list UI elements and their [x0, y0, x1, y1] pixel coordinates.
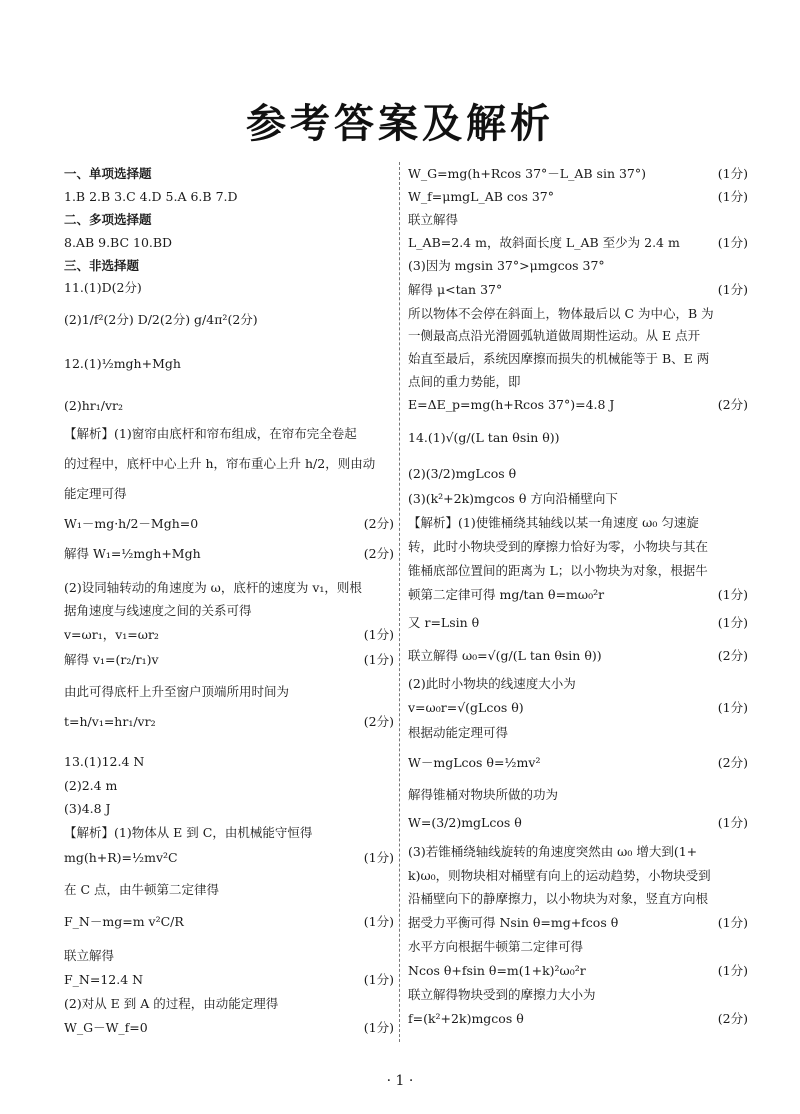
answer-line — [408, 987, 748, 1003]
answer-text: 解得锥桶对物块所做的功为 — [408, 787, 559, 802]
answer-line — [64, 280, 394, 296]
answer-line — [64, 714, 394, 730]
page-number: · 1 · — [386, 1073, 414, 1089]
answer-text: 联立解得 — [64, 948, 115, 963]
answer-line — [408, 615, 748, 631]
answer-text: 根据动能定理可得 — [408, 725, 509, 740]
answer-line — [408, 915, 748, 931]
answer-line — [408, 563, 748, 579]
answer-line — [64, 948, 394, 964]
answer-text: 14.(1)√(g/(L tan θsin θ)) — [408, 430, 560, 445]
score-points: (1分) — [363, 850, 394, 865]
score-points: (1分) — [717, 587, 748, 602]
answer-text: W₁－mg·h/2－Mgh=0 — [64, 516, 199, 531]
answer-text: mg(h+R)=½mv²C — [64, 850, 178, 865]
answer-text: 解得 W₁=½mgh+Mgh — [64, 546, 201, 561]
answer-line — [64, 312, 394, 328]
answer-line — [408, 282, 748, 298]
answer-text: 联立解得 ω₀=√(g/(L tan θsin θ)) — [408, 648, 602, 663]
answer-text: 能定理可得 — [64, 486, 127, 501]
answer-line — [408, 351, 748, 367]
score-points: (2分) — [363, 714, 394, 729]
answer-text: 一侧最高点沿光滑圆弧轨道做周期性运动。从 E 点开 — [408, 328, 701, 343]
answer-line — [408, 963, 748, 979]
answer-line — [64, 486, 394, 502]
answer-line — [64, 258, 394, 274]
answer-line — [408, 587, 748, 603]
answer-text: 联立解得 — [408, 212, 459, 227]
answer-text: 水平方向根据牛顿第二定律可得 — [408, 939, 584, 954]
answer-line — [64, 603, 394, 619]
score-points: (2分) — [717, 755, 748, 770]
answer-text: W－mgLcos θ=½mv² — [408, 755, 541, 770]
score-points: (1分) — [717, 166, 748, 181]
answer-line — [64, 1020, 394, 1036]
answer-text: (2)对从 E 到 A 的过程，由动能定理得 — [64, 996, 279, 1011]
answer-line — [64, 212, 394, 228]
answer-line — [64, 166, 394, 182]
section-heading: 二、多项选择题 — [64, 212, 152, 227]
answer-text: F_N=12.4 N — [64, 972, 144, 987]
answer-text: 据受力平衡可得 Nsin θ=mg+fcos θ — [408, 915, 619, 930]
answer-line — [408, 430, 748, 446]
answer-line — [408, 374, 748, 390]
score-points: (2分) — [363, 516, 394, 531]
answer-line — [64, 972, 394, 988]
answer-text: 【解析】(1)使锥桶绕其轴线以某一角速度 ω₀ 匀速旋 — [408, 515, 699, 530]
answer-line — [64, 996, 394, 1012]
answer-text: W_G=mg(h+Rcos 37°－L_AB sin 37°) — [408, 166, 647, 181]
section-heading: 一、单项选择题 — [64, 166, 152, 181]
answer-line — [64, 580, 394, 596]
answer-text: W_f=μmgL_AB cos 37° — [408, 189, 554, 204]
answer-line — [408, 166, 748, 182]
answer-text: (3)因为 mgsin 37°>μmgcos 37° — [408, 258, 605, 273]
answer-text: (2)2.4 m — [64, 778, 118, 793]
answer-line — [408, 491, 748, 507]
answer-text: 锥桶底部位置间的距离为 L；以小物块为对象，根据牛 — [408, 563, 708, 578]
answer-line — [64, 825, 394, 841]
answer-text: (2)1/f²(2分) D/2(2分) g/4π²(2分) — [64, 312, 258, 327]
answer-line — [408, 725, 748, 741]
answer-text: k)ω₀，则物块相对桶壁有向上的运动趋势，小物块受到 — [408, 868, 711, 883]
score-points: (1分) — [717, 815, 748, 830]
answer-line — [408, 787, 748, 803]
score-points: (1分) — [363, 627, 394, 642]
answer-text: E=ΔE_p=mg(h+Rcos 37°)=4.8 J — [408, 397, 615, 412]
answer-line — [408, 700, 748, 716]
answer-line — [64, 882, 394, 898]
score-points: (1分) — [717, 615, 748, 630]
answer-line — [64, 801, 394, 817]
answer-line — [408, 868, 748, 884]
answer-text: (2)(3/2)mgLcos θ — [408, 466, 517, 481]
answer-line — [408, 397, 748, 413]
score-points: (1分) — [363, 972, 394, 987]
answer-line — [408, 515, 748, 531]
answer-text: 顿第二定律可得 mg/tan θ=mω₀²r — [408, 587, 605, 602]
answer-text: 12.(1)½mgh+Mgh — [64, 356, 181, 371]
answer-line — [64, 684, 394, 700]
answer-text: 联立解得物块受到的摩擦力大小为 — [408, 987, 596, 1002]
score-points: (1分) — [717, 282, 748, 297]
answer-text: (2)hr₁/vr₂ — [64, 398, 124, 413]
answer-line — [408, 306, 748, 322]
answer-line — [408, 328, 748, 344]
answer-line — [408, 235, 748, 251]
answer-text: 据角速度与线速度之间的关系可得 — [64, 603, 252, 618]
answer-line — [64, 235, 394, 251]
page-title: 参考答案及解析 — [246, 101, 554, 147]
answer-text: t=h/v₁=hr₁/vr₂ — [64, 714, 156, 729]
column-divider — [399, 162, 401, 1042]
answer-line — [64, 914, 394, 930]
score-points: (1分) — [363, 914, 394, 929]
answer-text: F_N－mg=m v²C/R — [64, 914, 184, 929]
answer-line — [64, 850, 394, 866]
score-points: (1分) — [717, 915, 748, 930]
answer-text: L_AB=2.4 m，故斜面长度 L_AB 至少为 2.4 m — [408, 235, 680, 250]
answer-line — [64, 456, 394, 472]
answer-text: 点间的重力势能，即 — [408, 374, 521, 389]
answer-line — [408, 648, 748, 664]
answer-line — [408, 676, 748, 692]
answer-text: v=ωr₁，v₁=ωr₂ — [64, 627, 159, 642]
answer-line — [64, 398, 394, 414]
answer-text: 13.(1)12.4 N — [64, 754, 145, 769]
answer-text: (2)设同轴转动的角速度为 ω，底杆的速度为 v₁，则根 — [64, 580, 362, 595]
answer-text: 在 C 点，由牛顿第二定律得 — [64, 882, 220, 897]
answer-line — [408, 258, 748, 274]
answer-text: 转，此时小物块受到的摩擦力恰好为零，小物块与其在 — [408, 539, 709, 554]
answer-line — [408, 212, 748, 228]
answer-line — [408, 815, 748, 831]
answer-text: (3)若锥桶绕轴线旋转的角速度突然由 ω₀ 增大到(1+ — [408, 844, 698, 859]
answer-text: f=(k²+2k)mgcos θ — [408, 1011, 524, 1026]
answer-text: 8.AB 9.BC 10.BD — [64, 235, 173, 250]
answer-line — [64, 546, 394, 562]
answer-text: 1.B 2.B 3.C 4.D 5.A 6.B 7.D — [64, 189, 238, 204]
score-points: (1分) — [363, 1020, 394, 1035]
answer-line — [64, 778, 394, 794]
answer-text: (3)(k²+2k)mgcos θ 方向沿桶壁向下 — [408, 491, 618, 506]
answer-line — [64, 189, 394, 205]
section-heading: 三、非选择题 — [64, 258, 140, 273]
answer-text: (2)此时小物块的线速度大小为 — [408, 676, 576, 691]
answer-line — [408, 844, 748, 860]
answer-text: 【解析】(1)窗帘由底杆和帘布组成，在帘布完全卷起 — [64, 426, 357, 441]
answer-text: 的过程中，底杆中心上升 h，帘布重心上升 h/2，则由动 — [64, 456, 376, 471]
answer-text: 11.(1)D(2分) — [64, 280, 142, 295]
answer-line — [408, 1011, 748, 1027]
answer-line — [64, 516, 394, 532]
answer-text: 【解析】(1)物体从 E 到 C，由机械能守恒得 — [64, 825, 313, 840]
score-points: (1分) — [717, 700, 748, 715]
answer-line — [64, 426, 394, 442]
answer-line — [64, 754, 394, 770]
answer-line — [64, 652, 394, 668]
answer-text: Ncos θ+fsin θ=m(1+k)²ω₀²r — [408, 963, 586, 978]
answer-text: 解得 μ<tan 37° — [408, 282, 503, 297]
answer-text: 所以物体不会停在斜面上，物体最后以 C 为中心，B 为 — [408, 306, 714, 321]
score-points: (1分) — [363, 652, 394, 667]
answer-line — [64, 356, 394, 372]
score-points: (1分) — [717, 235, 748, 250]
answer-line — [408, 939, 748, 955]
score-points: (2分) — [363, 546, 394, 561]
answer-text: 沿桶壁向下的静摩擦力，以小物块为对象，竖直方向根 — [408, 891, 709, 906]
answer-text: W_G－W_f=0 — [64, 1020, 148, 1035]
answer-text: (3)4.8 J — [64, 801, 111, 816]
score-points: (1分) — [717, 963, 748, 978]
answer-line — [64, 627, 394, 643]
answer-line — [408, 466, 748, 482]
answer-text: 解得 v₁=(r₂/r₁)v — [64, 652, 159, 667]
score-points: (2分) — [717, 648, 748, 663]
answer-text: 由此可得底杆上升至窗户顶端所用时间为 — [64, 684, 290, 699]
score-points: (2分) — [717, 397, 748, 412]
answer-text: 始直至最后，系统因摩擦而损失的机械能等于 B、E 两 — [408, 351, 710, 366]
score-points: (2分) — [717, 1011, 748, 1026]
answer-line — [408, 539, 748, 555]
answer-text: W=(3/2)mgLcos θ — [408, 815, 522, 830]
score-points: (1分) — [717, 189, 748, 204]
answer-text: v=ω₀r=√(gLcos θ) — [408, 700, 524, 715]
answer-line — [408, 189, 748, 205]
answer-line — [408, 891, 748, 907]
answer-line — [408, 755, 748, 771]
answer-text: 又 r=Lsin θ — [408, 615, 480, 630]
